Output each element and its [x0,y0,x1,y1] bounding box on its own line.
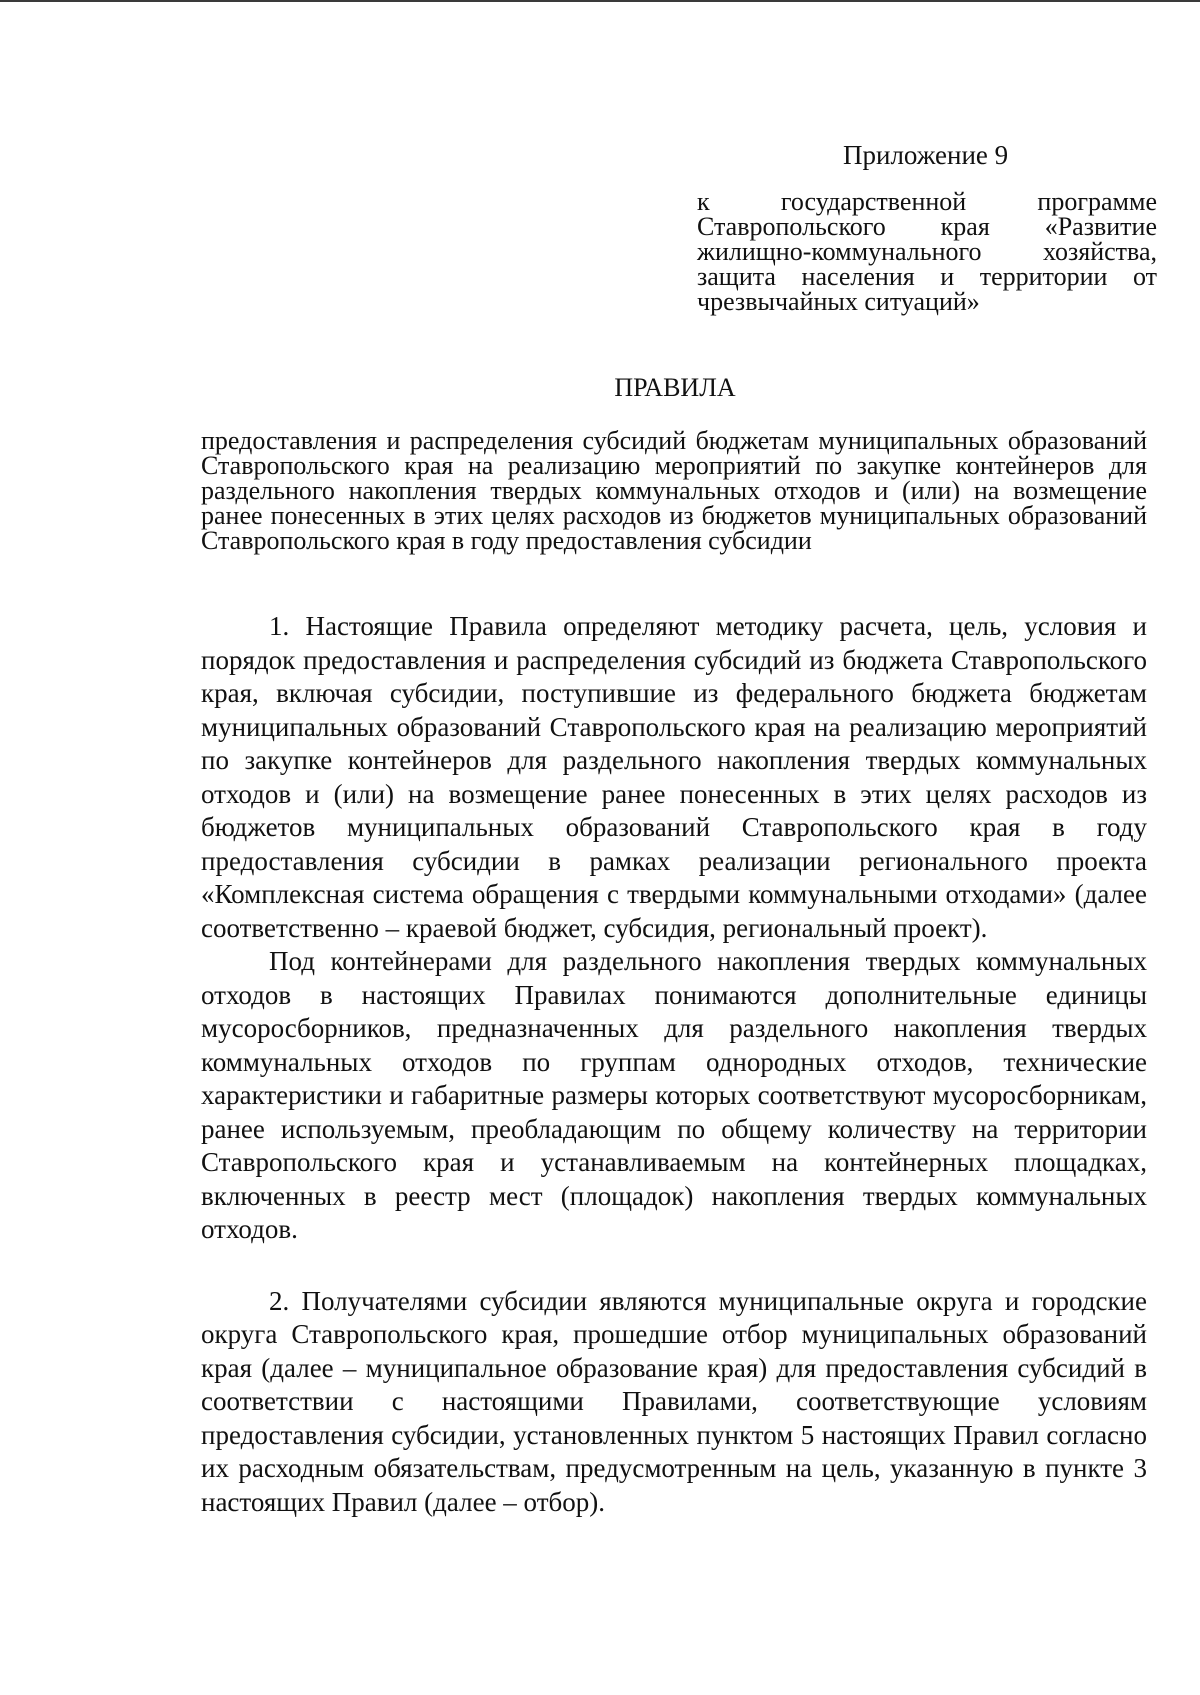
annex-reference: к государственной программе Ставропольского края «Развитие жилищно-коммунального хозяйства, защита населения и территории от чрезвычайных ситуаций» [697,187,1157,316]
paragraph-2: 2. Получателями субсидии являются муниципальные округа и городские округа Ставропольского края, прошедшие отбор муниципальных образований края (далее – муниципальное образование края) для предоставления субсидий в соответствии с настоящими Правилами, соответствующие условиям предоставления субсидии, установленных пунктом 5 настоящих Правил согласно их расходным обязательствам, предусмотренным на цель, указанную в пункте 3 настоящих Правил (далее – отбор). [201,1285,1147,1517]
paragraph-1: 1. Настоящие Правила определяют методику расчета, цель, условия и порядок предоставления и распределения субсидий из бюджета Ставропольского края, включая субсидии, поступившие из федерального бюджета бюджетам муниципальных образований Ставропольского края на реализацию мероприятий по закупке контейнеров для раздельного накопления твердых коммунальных отходов и (или) на возмещение ранее понесенных в этих целях расходов из бюджетов муниципальных образований Ставропольского края в году предоставления субсидии в рамках реализации регионального проекта «Комплексная система обращения с твердыми коммунальными отходами» (далее соответственно – краевой бюджет, субсидия, региональный проект). [201,611,1147,943]
paragraph-1-continued: Под контейнерами для раздельного накопления твердых коммунальных отходов в настоящих Правилах понимаются дополнительные единицы мусоросборников, предназначенных для раздельного накопления твердых коммунальных отходов по группам однородных отходов, технические характеристики и габаритные размеры которых соответствуют мусоросборникам, ранее используемым, преобладающим по общему количеству на территории Ставропольского края и устанавливаемым на контейнерных площадках, включенных в реестр мест (площадок) накопления твердых коммунальных отходов. [201,946,1147,1244]
document-body [201,610,1147,1519]
document-title: ПРАВИЛА [614,373,736,402]
annex-number: Приложение 9 [843,140,1009,170]
document-subtitle: предоставления и распределения субсидий бюджетам муниципальных образований Ставропольского края на реализацию мероприятий по закупке контейнеров для раздельного накопления твердых коммунальных отходов и (или) на возмещение ранее понесенных в этих целях расходов из бюджетов муниципальных образований Ставропольского края в году предоставления субсидии [201,426,1147,555]
scan-top-border [0,0,1200,2]
